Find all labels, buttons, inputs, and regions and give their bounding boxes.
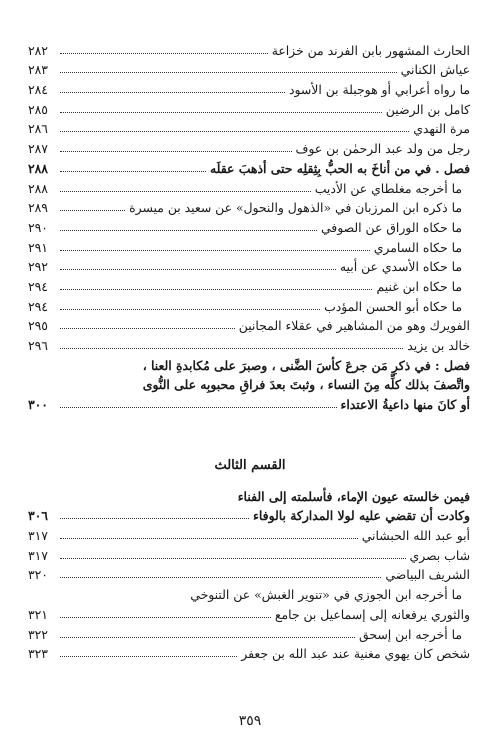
toc-entry [28, 504, 470, 524]
toc-entry [28, 255, 470, 275]
toc-entry-page: ٢٩٠ [28, 219, 48, 235]
toc-entry [28, 602, 470, 622]
dot-leader [60, 309, 320, 310]
toc-entry-page: ٢٩٤ [28, 278, 48, 294]
toc-entry-page: ٣١٧ [28, 528, 48, 544]
toc-entry [28, 582, 470, 602]
toc-entry-title: واتَّصفَ بذلك كلِّه مِنَ النساء ، وثبتَ بعدَ فراقِ محبوبِه على النُّوى [142, 377, 470, 393]
toc-entry-title: ما رواه أعرابي أو هوجبلة بن الأسود [288, 82, 470, 98]
toc-entry [28, 392, 470, 412]
dot-leader [60, 250, 370, 251]
toc-entry-page: ٢٨٨ [28, 160, 48, 176]
toc-entry [28, 642, 470, 662]
toc-entry [28, 117, 470, 137]
toc-entry [28, 196, 470, 216]
dot-leader [60, 348, 403, 349]
toc-entry-page: ٣٢٠ [28, 567, 48, 583]
dot-leader [60, 269, 336, 270]
toc-entry [28, 235, 470, 255]
toc-entry-page: ٢٨٥ [28, 101, 48, 117]
toc-list-top [28, 38, 470, 412]
toc-entry-page: ٢٨٧ [28, 141, 48, 157]
toc-entry [28, 77, 470, 97]
dot-leader [60, 656, 237, 657]
toc-entry-title: الفويرك وهو من المشاهير في عقلاء المجانين [238, 318, 470, 334]
toc-entry-page: ٣١٧ [28, 547, 48, 563]
toc-entry-title: والثوري يرفعانه إلى إسماعيل بن جامع [274, 606, 470, 622]
dot-leader [60, 407, 337, 408]
dot-leader [60, 230, 317, 231]
toc-entry [28, 58, 470, 78]
dot-leader [60, 72, 397, 73]
dot-leader [60, 210, 125, 211]
toc-entry-title: ما أخرجه ابن إسحق [359, 626, 462, 642]
dot-leader [60, 92, 285, 93]
toc-entry-page: ٣٢٢ [28, 626, 48, 642]
dot-leader [60, 518, 249, 519]
toc-entry-page: ٢٨٤ [28, 82, 48, 98]
dot-leader [60, 577, 381, 578]
toc-entry-title: ما أخرجه ابن الجوزي في «تنوير الغبش» عن التنوخي [190, 587, 462, 603]
toc-entry-title: خالد بن يزيد [407, 338, 470, 353]
toc-entry-title: الشريف البياضي [385, 567, 470, 583]
dot-leader [60, 289, 372, 290]
toc-entry [28, 274, 470, 294]
toc-entry [28, 176, 470, 196]
dot-leader [60, 617, 271, 618]
toc-entry [28, 373, 470, 393]
dot-leader [60, 131, 409, 132]
toc-entry-page: ٢٨٩ [28, 200, 48, 216]
toc-entry-title: أو كانَ منها داعيةُ الاعتداء [340, 397, 470, 413]
toc-entry-title: رجل من ولد عبد الرحمٰن بن عوف [295, 141, 470, 157]
toc-entry-title: كامل بن الرضين [385, 101, 470, 117]
toc-entry-title: وكادت أن تقضي عليه لولا المداركة بالوفاء [253, 508, 470, 524]
dot-leader [60, 637, 355, 638]
toc-entry-page: ٢٩٥ [28, 318, 48, 334]
toc-entry-title: شخص كان يهوي مغنية عند عبد الله بن جعفر [241, 646, 470, 662]
toc-entry-page: ٢٨٦ [28, 121, 48, 137]
toc-entry [28, 563, 470, 583]
toc-entry [28, 314, 470, 334]
toc-entry-title: عياش الكناني [400, 62, 470, 78]
toc-entry-page: ٢٩١ [28, 239, 48, 255]
dot-leader [60, 112, 382, 113]
dot-leader [60, 191, 311, 192]
toc-entry [28, 294, 470, 314]
toc-entry-title: فصل . في من أناخَ به الحبُّ بِثِقلِه حتى أذهبَ عقلَه [210, 160, 470, 176]
toc-entry [28, 333, 470, 353]
toc-entry-title: مرة النهدي [413, 121, 470, 137]
toc-entry [28, 622, 470, 642]
toc-entry-title: ما أخرجه مغلطاي عن الأديب [314, 180, 462, 196]
toc-entry-title: ما حكاه الوراق عن الصوفي [320, 219, 462, 235]
toc-list-bottom [28, 484, 470, 661]
dot-leader [60, 558, 406, 559]
toc-entry [28, 215, 470, 235]
dot-leader [60, 53, 268, 54]
toc-entry-title: أبو عبد الله الحبشاني [361, 528, 470, 544]
dot-leader [60, 538, 358, 539]
toc-entry-title: ما حكاه ابن غنيم [376, 278, 462, 294]
toc-entry-title: ما حكاه السامري [373, 239, 462, 255]
toc-entry-page: ٢٩٤ [28, 298, 48, 314]
dot-leader [60, 171, 206, 172]
toc-entry [28, 353, 470, 373]
section-heading: القسم الثالث [214, 458, 286, 473]
toc-entry-page: ٣٢٣ [28, 646, 48, 662]
toc-entry-title: ما حكاه أبو الحسن المؤدب [324, 298, 462, 314]
toc-entry-title: فيمن خالسته عيون الإماء، فأسلمته إلى الفناء [237, 488, 470, 504]
toc-entry [28, 136, 470, 156]
toc-entry-page: ٢٨٣ [28, 62, 48, 78]
toc-entry [28, 156, 470, 176]
toc-entry-title: ما ذكره ابن المرزبان في «الذهول والنحول» عن سعيد بن ميسرة [129, 200, 462, 216]
toc-entry-page: ٢٨٢ [28, 42, 48, 58]
toc-entry-page: ٣٢١ [28, 606, 48, 622]
toc-entry-page: ٢٩٢ [28, 259, 48, 275]
toc-entry-title: الحارث المشهور بابن الفرند من خزاعة [271, 42, 470, 58]
toc-entry [28, 484, 470, 504]
dot-leader [60, 328, 235, 329]
toc-entry [28, 523, 470, 543]
page-number: ٣٥٩ [238, 713, 262, 729]
toc-entry-page: ٢٨٨ [28, 180, 48, 196]
toc-entry-page: ٢٩٦ [28, 338, 48, 353]
toc-entry-title: ما حكاه الأسدي عن أبيه [339, 259, 462, 275]
toc-entry-page: ٣٠٠ [28, 397, 48, 413]
toc-entry [28, 38, 470, 58]
toc-entry-title: شاب بصري [409, 547, 470, 563]
toc-entry-page: ٣٠٦ [28, 508, 48, 524]
toc-entry-title: فصل : في ذكرِ مَن جرعَ كأسَ الضَّنى ، وصبرَ على مُكابدةِ العنا ، [142, 357, 470, 373]
toc-entry [28, 543, 470, 563]
toc-entry [28, 97, 470, 117]
dot-leader [60, 151, 292, 152]
